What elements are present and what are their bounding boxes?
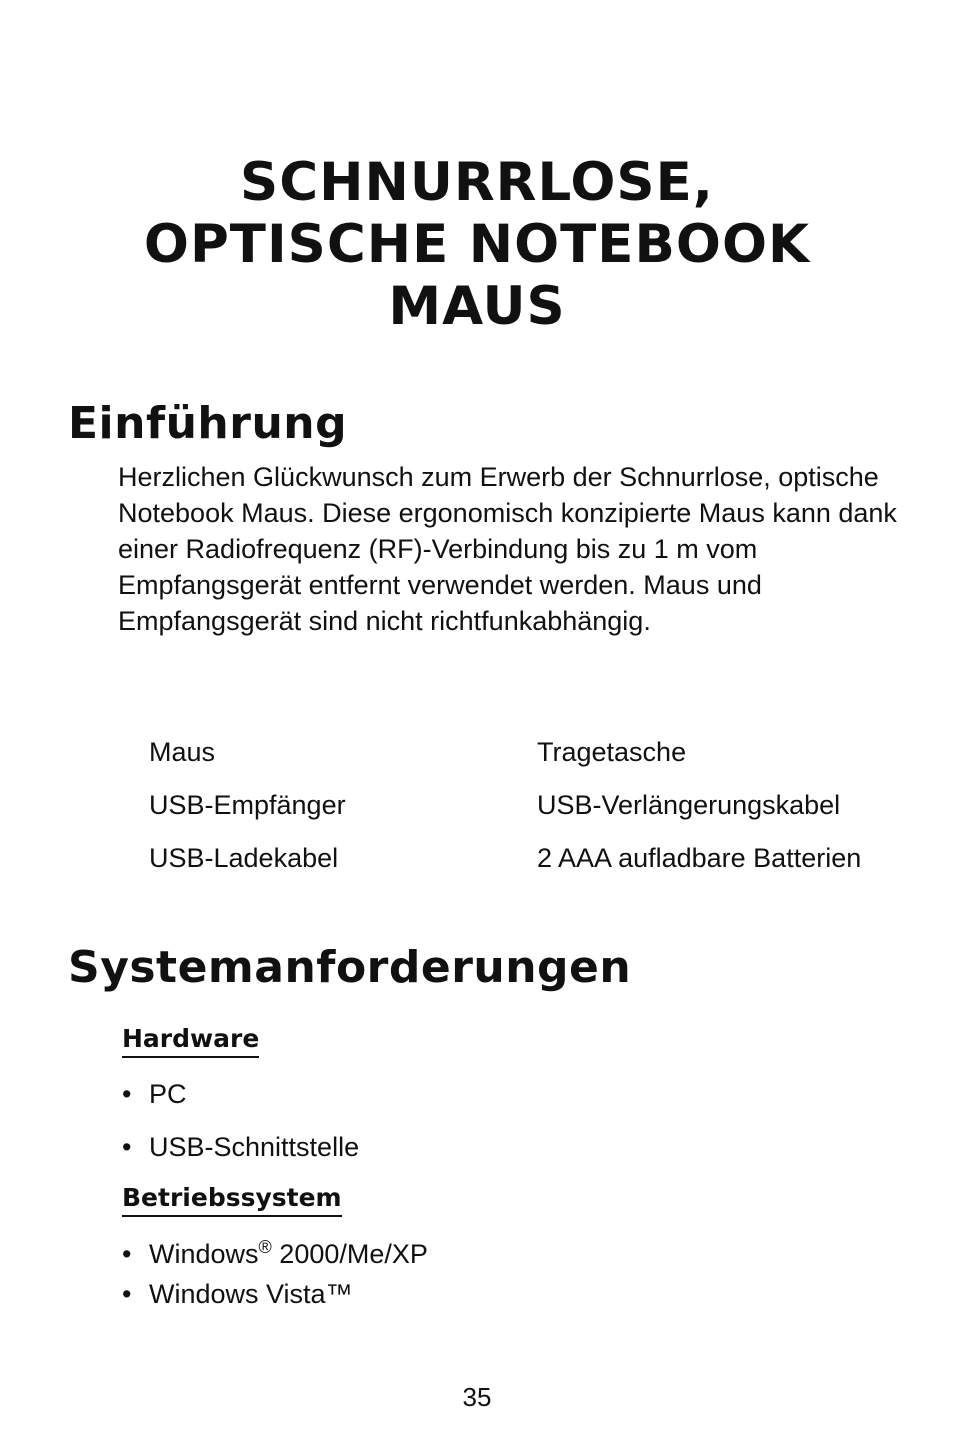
registered-mark: ® <box>258 1237 272 1257</box>
list-item <box>122 1276 428 1312</box>
bullet: • <box>122 1132 132 1162</box>
package-item: Tragetasche <box>537 737 687 767</box>
package-item: Maus <box>149 737 216 767</box>
list-item-text: Windows Vista™ <box>149 1279 353 1309</box>
title-line-1: SCHNURRLOSE, <box>240 152 714 213</box>
bullet: • <box>122 1279 132 1309</box>
package-contents <box>149 734 939 876</box>
title-line-2: OPTISCHE NOTEBOOK <box>143 214 811 275</box>
requirements-heading: Systemanforderungen <box>68 942 632 993</box>
page-number: 35 <box>462 1382 492 1412</box>
introduction-heading: Einführung <box>68 398 348 449</box>
package-item: USB-Ladekabel <box>149 843 339 873</box>
page-title <box>0 152 954 338</box>
list-item <box>122 1076 359 1112</box>
hardware-subheading: Hardware <box>122 1023 259 1058</box>
list-item-text <box>149 1236 428 1272</box>
bullet: • <box>122 1239 132 1269</box>
package-item: 2 AAA aufladbare Batterien <box>537 843 862 873</box>
package-item: USB-Verlängerungskabel <box>537 790 841 820</box>
title-line-3: MAUS <box>388 276 566 337</box>
list-item-text: PC <box>149 1079 187 1109</box>
hardware-list <box>122 1076 359 1165</box>
os-windows-label: Windows <box>149 1239 259 1269</box>
package-item: USB-Empfänger <box>149 790 346 820</box>
list-item <box>122 1129 359 1165</box>
introduction-paragraph: Herzlichen Glückwunsch zum Erwerb der Schnurrlose, optische Notebook Maus. Diese ergonomisch konzipierte Maus kann dank einer Radiofrequenz (RF)-Verbindung bis zu 1 m vom Empfangsgerät entfernt verwendet werden. Maus und Empfangsgerät sind nicht richtfunkabhängig. <box>118 462 897 636</box>
list-item-text: USB-Schnittstelle <box>149 1132 360 1162</box>
os-subheading: Betriebssystem <box>122 1182 342 1217</box>
os-list <box>122 1236 428 1312</box>
os-windows-versions: 2000/Me/XP <box>271 1239 428 1269</box>
list-item <box>122 1236 428 1272</box>
bullet: • <box>122 1079 132 1109</box>
